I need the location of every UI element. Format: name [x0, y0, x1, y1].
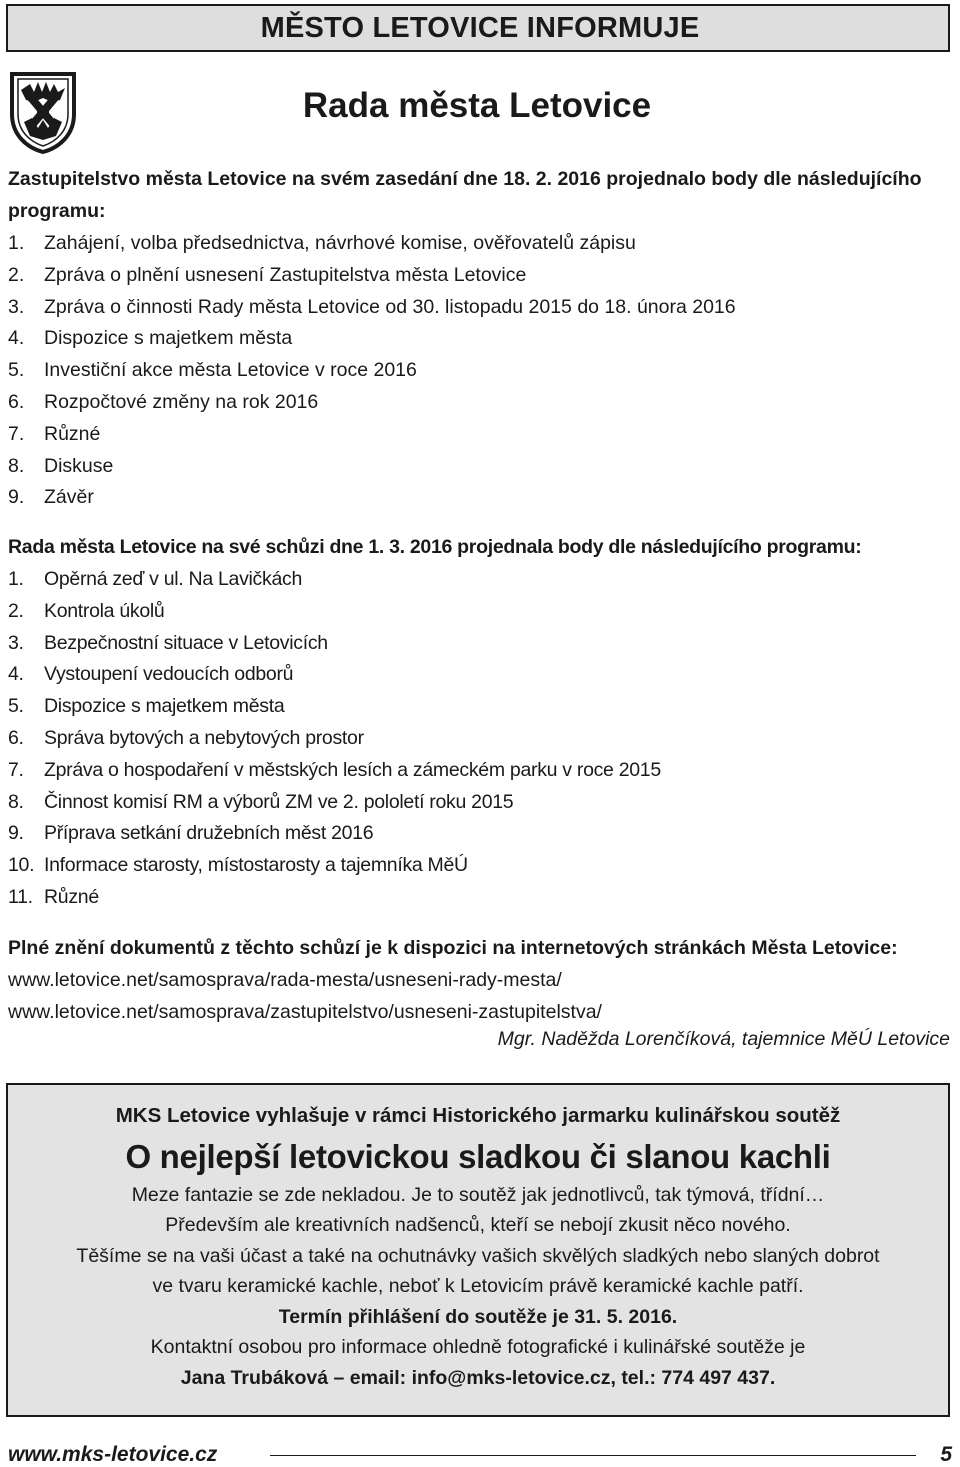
list-item: 11. Různé [8, 885, 99, 908]
competition-announcement-box [6, 1083, 950, 1417]
announcement-contact: Jana Trubáková – email: info@mks-letovice.cz, tel.: 774 497 437. [180, 1366, 776, 1389]
zastupitelstvo-intro: Zastupitelstvo města Letovice na svém zasedání dne 18. 2. 2016 projednalo body dle následujícího programu: [8, 168, 922, 222]
page-number: 5 [940, 1443, 952, 1466]
list-item: 5. Investiční akce města Letovice v roce 2016 [8, 359, 417, 382]
documents-note: Plné znění dokumentů z těchto schůzí je k dispozici na internetových stránkách Města Letovice: [8, 937, 898, 959]
page-heading: Rada města Letovice [302, 86, 652, 125]
zastupitelstvo-agenda-list [8, 228, 736, 514]
list-item: 5. Dispozice s majetkem města [8, 695, 285, 718]
rada-intro: Rada města Letovice na své schůzi dne 1. 3. 2016 projednala body dle následujícího programu: [8, 536, 862, 558]
documents-block [8, 933, 953, 1028]
footer-divider [270, 1455, 916, 1456]
list-item: 7. Zpráva o hospodaření v městských lesích a zámeckém parku v roce 2015 [8, 758, 661, 781]
announcement-line: ve tvaru keramické kachle, neboť k Letovicím právě keramické kachle patří. [152, 1275, 804, 1297]
announcement-line: Těšíme se na vaši účast a také na ochutnávky vašich skvělých sladkých nebo slaných dobrot [76, 1244, 880, 1267]
list-item: 9. Příprava setkání družebních měst 2016 [8, 822, 374, 845]
list-item: 10. Informace starosty, místostarosty a tajemníka MěÚ [8, 854, 468, 877]
list-item: 3. Bezpečnostní situace v Letovicích [8, 631, 328, 654]
list-item: 2. Kontrola úkolů [8, 599, 165, 622]
signature: Mgr. Naděžda Lorenčíková, tajemnice MěÚ Letovice [497, 1028, 950, 1050]
section-title: MĚSTO LETOVICE INFORMUJE [260, 12, 700, 44]
list-item: 9. Závěr [8, 486, 94, 509]
list-item: 2. Zpráva o plnění usnesení Zastupitelstva města Letovice [8, 263, 527, 286]
list-item: 3. Zpráva o činnosti Rady města Letovice od 30. listopadu 2015 do 18. února 2016 [8, 295, 736, 318]
link-zastupitelstvo-usneseni[interactable]: www.letovice.net/samosprava/zastupitelstvo/usneseni-zastupitelstva/ [8, 1000, 602, 1023]
list-item: 1. Zahájení, volba předsednictva, návrhové komise, ověřovatelů zápisu [8, 232, 636, 254]
list-item: 8. Diskuse [8, 454, 114, 477]
list-item: 4. Vystoupení vedoucích odborů [8, 663, 294, 686]
footer-url[interactable]: www.mks-letovice.cz [8, 1443, 218, 1466]
page-footer [8, 1443, 952, 1465]
rada-agenda-list [8, 564, 661, 914]
list-item: 4. Dispozice s majetkem města [8, 327, 293, 350]
list-item: 6. Správa bytových a nebytových prostor [8, 726, 364, 749]
announcement-headline: MKS Letovice vyhlašuje v rámci Historického jarmarku kulinářskou soutěž [115, 1104, 841, 1127]
link-rada-usneseni[interactable]: www.letovice.net/samosprava/rada-mesta/usneseni-rady-mesta/ [8, 968, 562, 991]
announcement-contact-intro: Kontaktní osobou pro informace ohledně fotografické i kulinářské soutěže je [150, 1336, 806, 1358]
announcement-deadline: Termín přihlášení do soutěže je 31. 5. 2016. [278, 1305, 678, 1328]
announcement-title: O nejlepší letovickou sladkou či slanou kachli [125, 1137, 831, 1175]
list-item: 8. Činnost komisí RM a výborů ZM ve 2. pololetí roku 2015 [8, 790, 514, 813]
list-item: 1. Opěrná zeď v ul. Na Lavičkách [8, 568, 302, 590]
announcement-line: Meze fantazie se zde nekladou. Je to soutěž jak jednotlivců, tak týmová, třídní… [131, 1183, 825, 1206]
list-item: 6. Rozpočtové změny na rok 2016 [8, 390, 319, 413]
list-item: 7. Různé [8, 422, 101, 445]
coat-of-arms-icon [8, 70, 78, 154]
announcement-line: Především ale kreativních nadšenců, kteří se nebojí zkusit něco nového. [165, 1214, 791, 1236]
